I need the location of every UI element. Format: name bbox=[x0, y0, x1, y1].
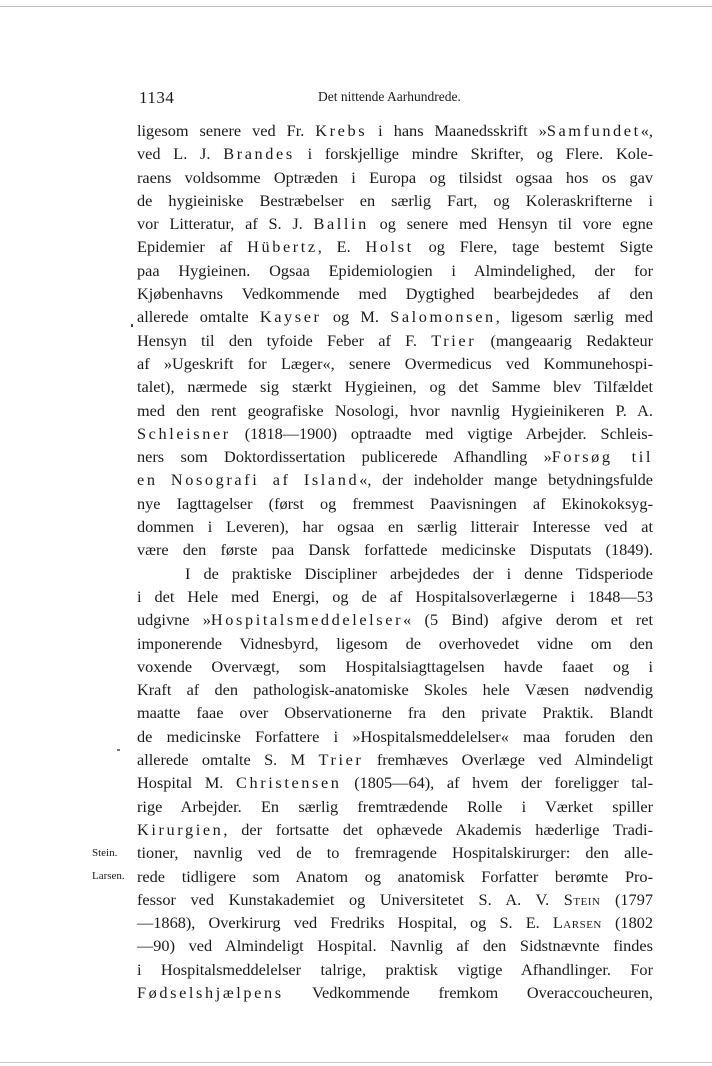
text-line: Schleisner (1818—1900) optraadte med vigtige Arbejder. Schleis- bbox=[137, 423, 653, 443]
page-number: 1134 bbox=[139, 88, 175, 107]
text-line: allerede omtalte S. M Trier fremhæves Overlæge ved Almindeligt bbox=[137, 750, 653, 770]
text-line: talet), nærmede sig stærkt Hygieinen, og det Samme blev Tilfældet bbox=[137, 377, 653, 397]
bottom-edge-line bbox=[0, 1062, 712, 1063]
text-line: Hensyn til den tyfoide Feber af F. Trier (mangeaarig Redakteur bbox=[137, 330, 654, 350]
text-line: fessor ved Kunstakademiet og Universitetet S. A. V. Stein (1797 bbox=[137, 889, 653, 909]
text-line: nye Iagttagelser (først og fremmest Paavisningen af Ekinokoksyg- bbox=[137, 493, 653, 513]
text-line: med den rent geografiske Nosologi, hvor navnlig Hygieinikeren P. A. bbox=[137, 400, 653, 420]
text-line: rede tidligere som Anatom og anatomisk Forfatter berømte Pro- bbox=[137, 866, 653, 886]
text-line: ners som Doktordissertation publicerede Afhandling »Forsøg til bbox=[137, 447, 653, 467]
margin-note-larsen: Larsen. bbox=[92, 870, 125, 882]
text-line: dommen i Leveren), har ogsaa en særlig litterair Interesse ved at bbox=[137, 517, 653, 537]
text-line: paa Hygieinen. Ogsaa Epidemiologien i Almindelighed, der for bbox=[137, 260, 653, 280]
top-edge-line bbox=[0, 6, 712, 7]
text-line: Hospital M. Christensen (1805—64), af hvem der foreligger tal- bbox=[137, 773, 653, 793]
text-line: —90) ved Almindeligt Hospital. Navnlig af den Sidstnævnte findes bbox=[137, 936, 653, 956]
text-line: være den første paa Dansk forfattede medicinske Disputats (1849). bbox=[137, 540, 653, 560]
margin-note-stein: Stein. bbox=[92, 847, 118, 859]
text-line: de medicinske Forfattere i »Hospitalsmeddelelser« maa foruden den bbox=[137, 726, 653, 746]
text-line: —1868), Overkirurg ved Fredriks Hospital, og S. E. Larsen (1802 bbox=[137, 913, 653, 933]
text-line: maatte faae over Observationerne fra den private Praktik. Blandt bbox=[137, 703, 653, 723]
margin-mark bbox=[117, 749, 120, 751]
text-line: i det Hele med Energi, og de af Hospitalsoverlægerne i 1848—53 bbox=[137, 586, 653, 606]
text-line: rige Arbejder. En særlig fremtrædende Rolle i Værket spiller bbox=[137, 796, 653, 816]
text-line: i Hospitalsmeddelelser talrige, praktisk vigtige Afhandlinger. For bbox=[137, 959, 653, 979]
text-line: ligesom senere ved Fr. Krebs i hans Maanedsskrift »Samfundet«, bbox=[137, 121, 653, 140]
text-line: raens voldsomme Optræden i Europa og tilsidst ogsaa hos os gav bbox=[137, 167, 653, 187]
text-line: ved L. J. Brandes i forskjellige mindre Skrifter, og Flere. Kole- bbox=[137, 144, 654, 164]
text-line: Kirurgien, der fortsatte det ophævede Akademis hæderlige Tradi- bbox=[137, 819, 653, 839]
text-line: de hygieiniske Bestræbelser en særlig Fart, og Koleraskrifterne i bbox=[137, 190, 653, 210]
text-line: af »Ugeskrift for Læger«, senere Overmedicus ved Kommunehospi- bbox=[137, 353, 653, 373]
text-line: Epidemier af Hübertz, E. Holst og Flere, tage bestemt Sigte bbox=[137, 237, 653, 257]
text-line: en Nosografi af Island«, der indeholder mange betydningsfulde bbox=[137, 470, 653, 490]
text-line: Kraft af den pathologisk-anatomiske Skoles hele Væsen nødvendig bbox=[137, 680, 653, 700]
text-line: voxende Overvægt, som Hospitalsiagttagelsen havde faaet og i bbox=[137, 656, 653, 676]
running-title: Det nittende Aarhundrede. bbox=[318, 89, 461, 104]
body-text bbox=[137, 119, 653, 1004]
text-line: vor Litteratur, af S. J. Ballin og senere med Hensyn til vore egne bbox=[137, 214, 654, 234]
text-line: Kjøbenhavns Vedkommende med Dygtighed bearbejdedes af den bbox=[137, 284, 653, 304]
text-line: I de praktiske Discipliner arbejdedes der i denne Tidsperiode bbox=[185, 563, 653, 583]
text-line: udgivne »Hospitalsmeddelelser« (5 Bind) afgive derom et ret bbox=[137, 610, 653, 630]
text-line: tioner, navnlig ved de to fremragende Hospitalskirurger: den alle- bbox=[137, 843, 653, 863]
margin-mark bbox=[131, 324, 133, 327]
text-line: allerede omtalte Kayser og M. Salomonsen, ligesom særlig med bbox=[137, 307, 654, 327]
text-line: imponerende Vidnesbyrd, ligesom de overhovedet vidne om den bbox=[137, 633, 653, 653]
text-line: Fødselshjælpens Vedkommende fremkom Overaccoucheuren, bbox=[137, 982, 653, 1002]
